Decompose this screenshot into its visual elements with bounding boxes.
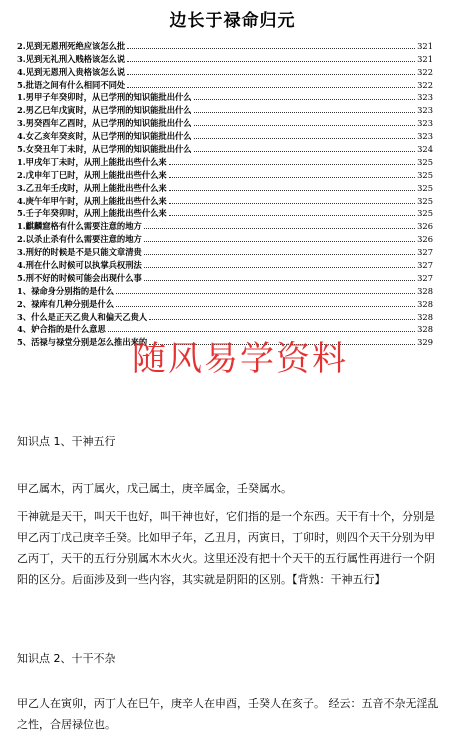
toc-leader-dots: [116, 306, 415, 307]
toc-entry[interactable]: [17, 194, 433, 207]
toc-page-number: 323: [417, 118, 433, 129]
toc-leader-dots: [169, 215, 415, 216]
toc-page-number: 323: [417, 131, 433, 142]
toc-entry[interactable]: [17, 103, 433, 116]
toc-leader-dots: [144, 228, 415, 229]
toc-entry[interactable]: [17, 155, 433, 168]
toc-page-number: 325: [417, 156, 433, 167]
toc-entry[interactable]: [17, 232, 433, 245]
toc-entry[interactable]: [17, 207, 433, 220]
toc-page-number: 325: [417, 169, 433, 180]
section2-heading: 知识点 2、十干不杂: [17, 652, 116, 665]
toc-page-number: 321: [417, 40, 433, 51]
toc-entry-title: 4.见到无恩刑入贵格该怎么说: [17, 66, 126, 77]
toc-entry-title: 4.庚午年甲午时，从刑上能批出些什么来: [17, 195, 167, 206]
section1-line1: 甲乙属木，丙丁属火，戊己属土，庚辛属金，壬癸属水。: [17, 482, 292, 495]
toc-page-number: 328: [417, 324, 433, 335]
toc-entry-title: 3.刑好的时候是不是只能文章清贵: [17, 247, 142, 258]
toc-entry[interactable]: [17, 181, 433, 194]
toc-entry[interactable]: [17, 258, 433, 271]
toc-page-number: 323: [417, 92, 433, 103]
toc-entry-title: 4、妒合指的是什么意思: [17, 324, 106, 335]
toc-page-number: 322: [417, 66, 433, 77]
toc-entry-title: 2.见到无恩刑死绝应该怎么批: [17, 40, 126, 51]
toc-leader-dots: [194, 138, 416, 139]
toc-entry-title: 5.壬子年癸卯时，从刑上能批出些什么来: [17, 208, 167, 219]
toc-leader-dots: [194, 99, 416, 100]
toc-entry-title: 1.麒麟窟格有什么需要注意的地方: [17, 221, 142, 232]
toc-entry[interactable]: [17, 297, 433, 310]
section1-paragraph: 干神就是天干，叫天干也好，叫干神也好，它们指的是一个东西。天干有十个，分别是甲乙丙丁戊己庚辛壬癸。比如甲子年，乙丑月，丙寅日，丁卯时，则四个天干分别为甲乙丙丁，天干的五行分别属木木火火。这里还没有把十个天干的五行属性再进行一个阴阳的区分。后面涉及到一些内容，其实就是阴阳的区别。【背熟：干神五行】: [17, 510, 435, 586]
toc-entry[interactable]: [17, 271, 433, 284]
toc-leader-dots: [194, 151, 416, 152]
toc-leader-dots: [144, 254, 415, 255]
toc-entry-title: 3.乙丑年壬戌时，从刑上能批出些什么来: [17, 182, 167, 193]
toc-leader-dots: [127, 87, 415, 88]
toc-entry-title: 4.刑在什么时候可以执掌兵权刑法: [17, 260, 142, 271]
toc-entry[interactable]: [17, 65, 433, 78]
toc-page-number: 328: [417, 311, 433, 322]
toc-page-number: 324: [417, 144, 433, 155]
toc-page-number: 329: [417, 337, 433, 348]
toc-entry[interactable]: [17, 310, 433, 323]
toc-leader-dots: [116, 293, 415, 294]
toc-entry[interactable]: [17, 116, 433, 129]
section2-paragraph: 甲乙人在寅卯，丙丁人在巳午，庚辛人在申酉，壬癸人在亥子。 经云：五音不杂无淫乱之性，合居禄位也。: [17, 697, 439, 731]
toc-page-number: 326: [417, 234, 433, 245]
toc-page-number: 323: [417, 105, 433, 116]
toc-entry-title: 2、禄库有几种分别是什么: [17, 298, 115, 309]
toc-leader-dots: [144, 241, 415, 242]
toc-entry-title: 3、什么是正天乙贵人和偏天乙贵人: [17, 311, 148, 322]
toc-leader-dots: [127, 61, 415, 62]
toc-leader-dots: [144, 267, 415, 268]
toc-leader-dots: [144, 280, 415, 281]
toc-entry[interactable]: [17, 78, 433, 91]
toc-leader-dots: [169, 190, 415, 191]
toc-page-number: 321: [417, 53, 433, 64]
table-of-contents: [17, 39, 433, 348]
toc-entry[interactable]: [17, 284, 433, 297]
toc-leader-dots: [149, 319, 415, 320]
toc-entry-title: 4.女乙亥年癸亥时，从已学刑的知识能批出什么: [17, 131, 192, 142]
section1-heading: 知识点 1、干神五行: [17, 435, 116, 448]
toc-page-number: 328: [417, 285, 433, 296]
toc-entry-title: 5.女癸丑年丁未时，从已学刑的知识能批出什么: [17, 144, 192, 155]
toc-page-number: 326: [417, 221, 433, 232]
toc-page-number: 322: [417, 79, 433, 90]
toc-leader-dots: [169, 203, 415, 204]
toc-entry-title: 2.男乙巳年戊寅时，从已学刑的知识能批出什么: [17, 105, 192, 116]
toc-entry[interactable]: [17, 39, 433, 52]
toc-leader-dots: [169, 164, 415, 165]
toc-entry[interactable]: [17, 245, 433, 258]
toc-entry[interactable]: [17, 219, 433, 232]
toc-entry-title: 3.见到无礼刑入贱格该怎么说: [17, 53, 126, 64]
toc-leader-dots: [127, 48, 415, 49]
toc-entry-title: 1、禄命身分别指的是什么: [17, 285, 115, 296]
toc-leader-dots: [127, 74, 415, 75]
toc-leader-dots: [194, 112, 416, 113]
page-title: 边长于禄命归元: [169, 11, 296, 31]
toc-entry[interactable]: [17, 129, 433, 142]
toc-entry[interactable]: [17, 52, 433, 65]
toc-leader-dots: [194, 125, 416, 126]
toc-page-number: 327: [417, 247, 433, 258]
toc-entry-title: 2.戊申年丁巳时，从刑上能批出些什么来: [17, 169, 167, 180]
toc-page-number: 325: [417, 182, 433, 193]
toc-page-number: 325: [417, 195, 433, 206]
watermark: 随风易学资料: [132, 339, 348, 379]
toc-entry-title: 1.甲戌年丁未时，从刑上能批出些什么来: [17, 156, 167, 167]
toc-entry-title: 5、活禄与禄堂分别是怎么推出来的: [17, 337, 148, 348]
toc-entry-title: 5.刑不好的时候可能会出现什么事: [17, 272, 142, 283]
toc-entry[interactable]: [17, 91, 433, 104]
toc-page-number: 327: [417, 260, 433, 271]
toc-page-number: 325: [417, 208, 433, 219]
toc-leader-dots: [169, 177, 415, 178]
toc-entry-title: 5.批语之间有什么相同不同处: [17, 79, 126, 90]
toc-entry-title: 1.男甲子年癸卯时，从已学刑的知识能批出什么: [17, 92, 192, 103]
toc-entry-title: 2.以杀止杀有什么需要注意的地方: [17, 234, 142, 245]
toc-entry[interactable]: [17, 168, 433, 181]
toc-page-number: 328: [417, 298, 433, 309]
toc-entry[interactable]: [17, 142, 433, 155]
toc-entry-title: 3.男癸酉年乙酉时，从已学刑的知识能批出什么: [17, 118, 192, 129]
toc-page-number: 327: [417, 272, 433, 283]
